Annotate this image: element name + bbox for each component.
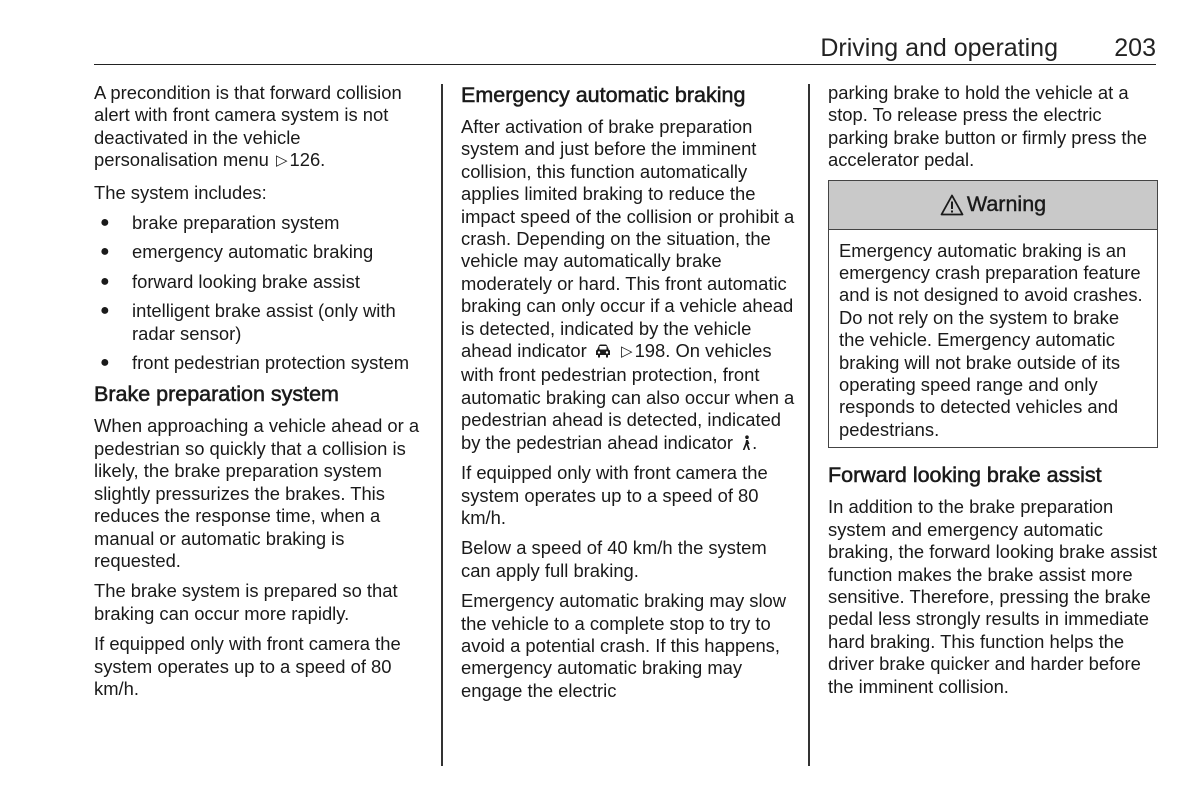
- bullet-icon: ●: [100, 302, 110, 320]
- bullet-icon: ●: [100, 243, 110, 261]
- paragraph: The brake system is prepared so that braking can occur more rapidly.: [94, 580, 398, 624]
- bullet-icon: ●: [100, 354, 110, 372]
- paragraph: If equipped only with front camera the system operates up to a speed of 80 km/h.: [461, 462, 768, 528]
- bullet-icon: ●: [100, 272, 110, 290]
- list-item: ● front pedestrian protection system: [100, 352, 410, 374]
- paragraph: The system includes:: [94, 181, 267, 203]
- paragraph: Emergency automatic braking may slow the vehicle to a complete stop to try to avoid a potential crash. If this happens, emergency automatic braking may engage the electric: [461, 590, 787, 701]
- paragraph: A precondition is that forward collision alert with front camera system is not deactivated in the vehicle personalisation menu ▷ 126.: [94, 82, 429, 174]
- warning-header: [829, 181, 1157, 230]
- paragraph: After activation of brake preparation system and just before the imminent collision, this function automatically applies limited braking to reduce the impact speed of the collision or prohibit a crash. Depending on the situation, the vehicle may automatically brake moderately or hard. This front automatic braking can only occur if a vehicle ahead is detected, indicated by the vehicle ahead indicator ▷ 198. On vehicles with front pedestrian protection, front automatic braking can also occur when a pedestrian ahead is detected, indicated by the pedestrian ahead indicator .: [461, 116, 795, 453]
- page-header: [94, 30, 1156, 65]
- section-title: Driving and operating: [820, 34, 1058, 62]
- page-reference[interactable]: 198.: [634, 340, 671, 362]
- warning-triangle-icon: [940, 194, 964, 216]
- column-divider: [441, 84, 443, 766]
- column-left: [94, 82, 429, 708]
- page-reference[interactable]: 126.: [289, 149, 326, 171]
- page-reference-arrow-icon: ▷: [275, 152, 288, 170]
- list-item: ● forward looking brake assist: [100, 270, 360, 292]
- warning-box: [828, 180, 1158, 449]
- page-reference-arrow-icon: ▷: [621, 343, 633, 361]
- page-number: 203: [1114, 34, 1156, 62]
- paragraph: Below a speed of 40 km/h the system can apply full braking.: [461, 537, 767, 581]
- section-heading: Emergency automatic braking: [461, 83, 746, 107]
- column-middle: [461, 82, 796, 710]
- paragraph: When approaching a vehicle ahead or a pedestrian so quickly that a collision is likely, the brake preparation system slightly pressurizes the brakes. This reduces the response time, when a manual or automatic braking is requested.: [94, 415, 420, 571]
- section-heading: Forward looking brake assist: [828, 463, 1102, 488]
- column-divider: [808, 84, 810, 766]
- column-right: [828, 82, 1158, 706]
- section-heading: Brake preparation system: [94, 382, 339, 407]
- warning-text: Emergency automatic braking is an emergency crash preparation feature and is not designed to avoid crashes. Do not rely on the system to brake the vehicle. Emergency automatic braking will not brake outside of its operating speed range and only responds to detected vehicles and pedestrians.: [839, 239, 1143, 440]
- paragraph: parking brake to hold the vehicle at a stop. To release press the electric parking brake button or firmly press the accelerator pedal.: [828, 82, 1147, 171]
- warning-body: [829, 230, 1157, 448]
- vehicle-ahead-icon: [594, 343, 612, 359]
- list-item: ● emergency automatic braking: [100, 241, 374, 263]
- bullet-icon: ●: [100, 214, 110, 232]
- pedestrian-ahead-icon: [741, 435, 752, 451]
- list-item: ● brake preparation system: [100, 212, 340, 234]
- list-item: ● intelligent brake assist (only with radar sensor): [100, 300, 396, 344]
- paragraph: If equipped only with front camera the system operates up to a speed of 80 km/h.: [94, 633, 401, 699]
- feature-list: [94, 212, 429, 374]
- paragraph: In addition to the brake preparation system and emergency automatic braking, the forward looking brake assist function makes the brake assist more sensitive. Therefore, pressing the brake pedal less strongly results in immediate hard braking. This function helps the driver brake quicker and harder before the imminent collision.: [828, 496, 1158, 697]
- warning-title: Warning: [966, 192, 1047, 217]
